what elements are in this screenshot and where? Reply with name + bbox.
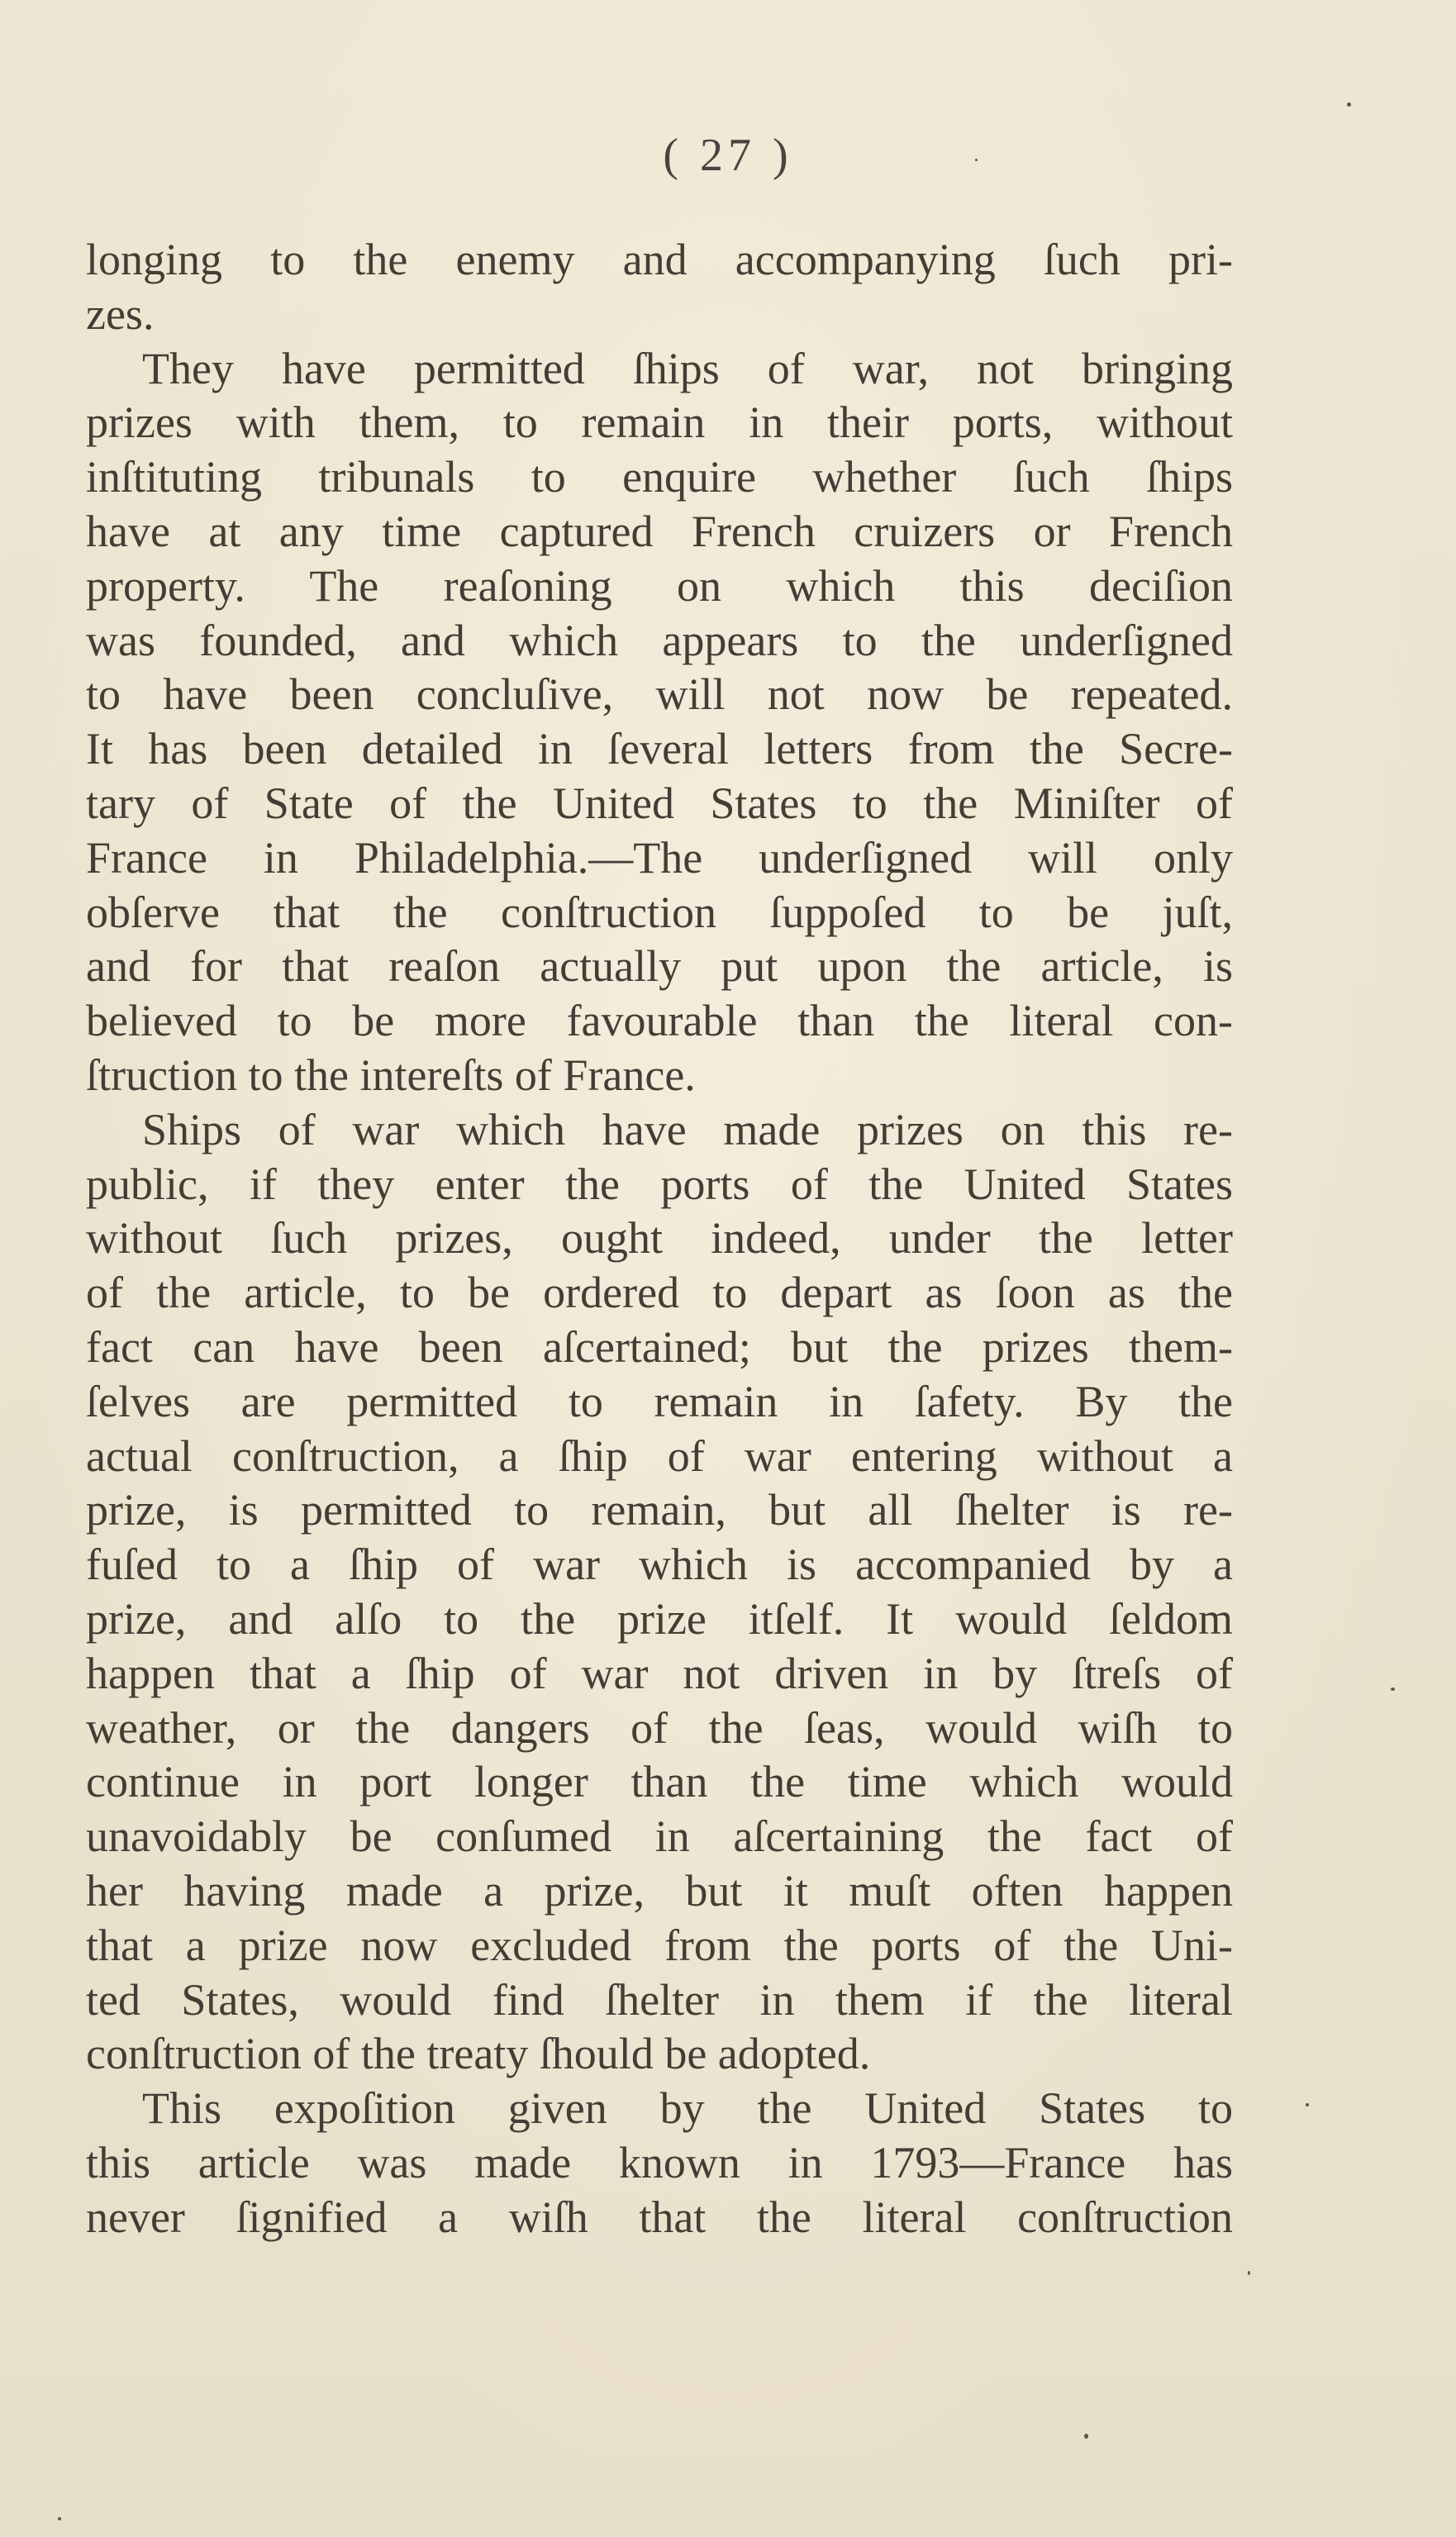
paper-speck [1347, 102, 1351, 107]
text-line: unavoidably be conſumed in aſcertaining the fact of [86, 1811, 1233, 1862]
text-line: of the article, to be ordered to depart as ſoon as the [86, 1268, 1233, 1318]
paper-speck [58, 2517, 61, 2520]
text-line: without ſuch prizes, ought indeed, under the letter [86, 1213, 1233, 1264]
text-line: and for that reaſon actually put upon the article, is [86, 941, 1233, 992]
text-line: property. The reaſoning on which this deciſion [86, 560, 1233, 611]
text-line: France in Philadelphia.—The underſigned will only [86, 832, 1233, 883]
text-line: conſtruction of the treaty ſhould be adopted. [86, 2029, 871, 2079]
paper-speck [1306, 2103, 1309, 2106]
text-line: prize, and alſo to the prize itſelf. It would ſeldom [86, 1593, 1233, 1644]
text-line: ſtruction to the intereſts of France. [86, 1050, 696, 1100]
page-number: ( 27 ) [663, 130, 793, 181]
text-line: that a prize now excluded from the ports of the Uni- [86, 1920, 1233, 1970]
paper-speck [1084, 2434, 1088, 2439]
text-line: prizes with them, to remain in their ports, without [86, 397, 1233, 448]
text-line: It has been detailed in ſeveral letters from the Secre- [86, 724, 1233, 774]
text-line: was founded, and which appears to the underſigned [86, 615, 1233, 665]
body-text [86, 233, 1233, 2244]
text-line: obſerve that the conſtruction ſuppoſed to be juſt, [86, 887, 1233, 937]
text-line: to have been concluſive, will not now be repeated. [86, 669, 1233, 720]
paper-speck [975, 159, 978, 161]
paper-speck [1248, 2271, 1250, 2275]
paragraph-first-line: This expoſition given by the United States to [142, 2083, 1233, 2134]
text-line: fuſed to a ſhip of war which is accompanied by a [86, 1540, 1233, 1590]
text-line: zes. [86, 288, 155, 339]
text-line: never ſignified a wiſh that the literal conſtruction [86, 2192, 1233, 2242]
text-line: ted States, would find ſhelter in them if the literal [86, 1974, 1233, 2025]
text-line: actual conſtruction, a ſhip of war entering without a [86, 1430, 1233, 1481]
text-line: continue in port longer than the time which would [86, 1757, 1233, 1807]
text-line: inſtituting tribunals to enquire whether ſuch ſhips [86, 452, 1233, 502]
text-line: believed to be more favourable than the literal con- [86, 996, 1233, 1046]
text-line: public, if they enter the ports of the United States [86, 1159, 1233, 1209]
text-line: weather, or the dangers of the ſeas, would wiſh to [86, 1702, 1233, 1753]
paper-speck [1391, 1687, 1395, 1691]
text-line: have at any time captured French cruizers or French [86, 506, 1233, 556]
text-line: happen that a ſhip of war not driven in by ſtreſs of [86, 1648, 1233, 1698]
text-line: her having made a prize, but it muſt often happen [86, 1865, 1233, 1916]
paragraph-first-line: Ships of war which have made prizes on this re- [142, 1104, 1233, 1154]
text-line: fact can have been aſcertained; but the prizes them- [86, 1321, 1233, 1372]
text-line: this article was made known in 1793—France has [86, 2137, 1233, 2187]
text-line: ſelves are permitted to remain in ſafety. By the [86, 1376, 1233, 1426]
text-line: longing to the enemy and accompanying ſuch pri- [86, 235, 1233, 284]
text-line: tary of State of the United States to the Miniſter of [86, 778, 1233, 828]
text-line: prize, is permitted to remain, but all ſhelter is re- [86, 1485, 1233, 1535]
paragraph-first-line: They have permitted ſhips of war, not bringing [142, 343, 1233, 393]
